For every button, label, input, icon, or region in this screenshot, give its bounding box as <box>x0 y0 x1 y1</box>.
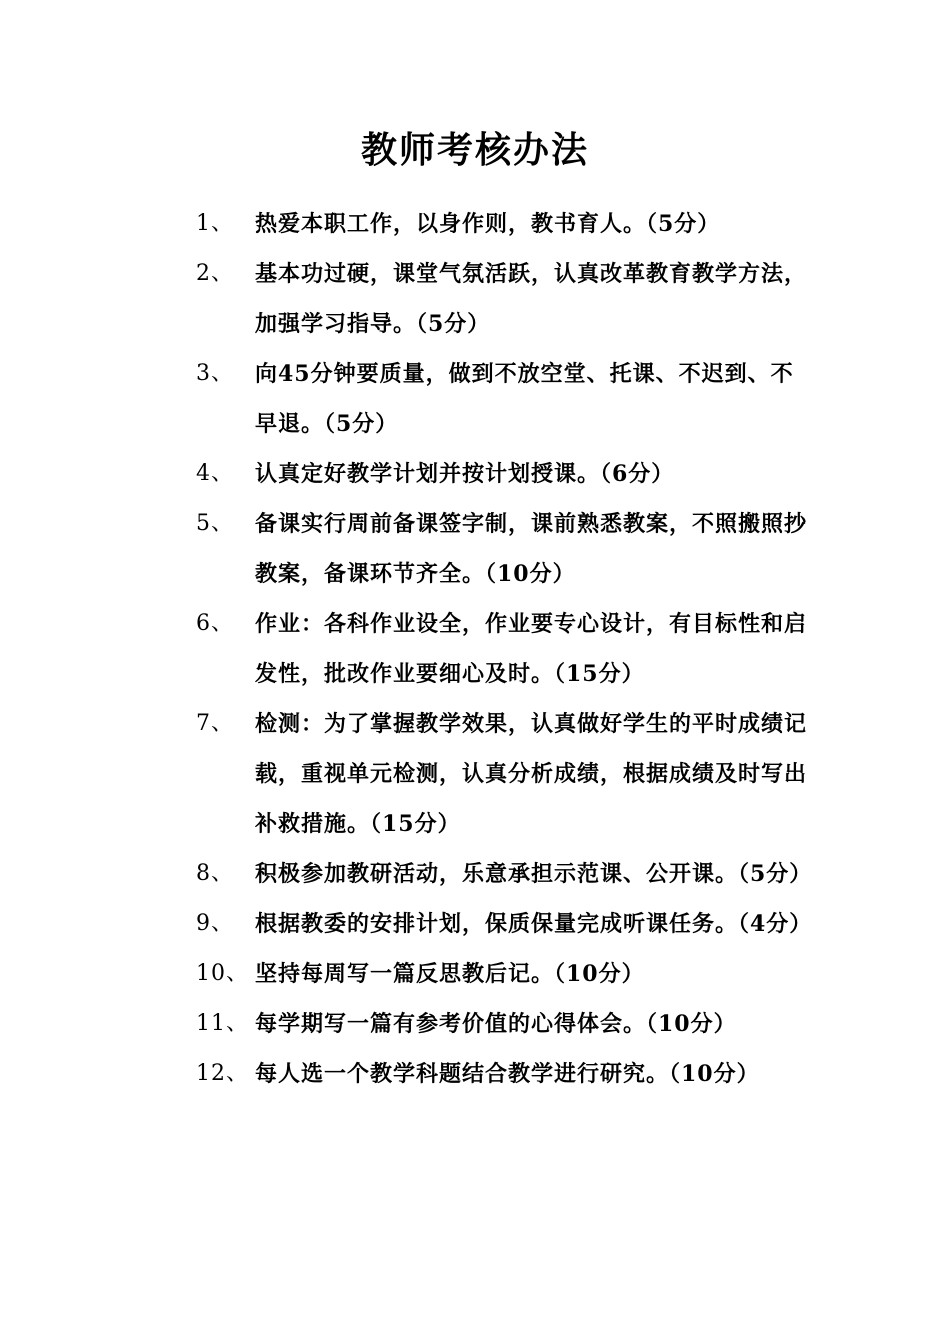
item-number: 12、 <box>196 1061 249 1086</box>
item-text: 积极参加教研活动，乐意承担示范课、公开课。（5分） <box>255 861 813 887</box>
item-number: 7、 <box>196 711 234 736</box>
item-text: 认真定好教学计划并按计划授课。（6分） <box>255 461 675 487</box>
list-item <box>196 1049 816 1099</box>
item-text: 检测：为了掌握教学效果，认真做好学生的平时成绩记载，重视单元检测，认真分析成绩，根据成绩及时写出补救措施。（15分） <box>255 711 808 837</box>
item-text: 基本功过硬，课堂气氛活跃，认真改革教育教学方法，加强学习指导。（5分） <box>255 261 808 337</box>
item-number: 11、 <box>196 1011 249 1036</box>
list-item <box>196 599 816 699</box>
item-number: 2、 <box>196 261 234 286</box>
item-text: 坚持每周写一篇反思教后记。（10分） <box>255 961 645 987</box>
list-item <box>196 349 816 449</box>
list-item <box>196 899 816 949</box>
item-text: 备课实行周前备课签字制，课前熟悉教案，不照搬照抄教案，备课环节齐全。（10分） <box>255 511 808 587</box>
assessment-list <box>196 199 816 1099</box>
item-text: 根据教委的安排计划，保质保量完成听课任务。（4分） <box>255 911 813 937</box>
item-text: 每学期写一篇有参考价值的心得体会。（10分） <box>255 1011 737 1037</box>
item-text: 每人选一个教学科题结合教学进行研究。（10分） <box>255 1061 760 1087</box>
list-item <box>196 449 816 499</box>
item-number: 4、 <box>196 461 234 486</box>
list-item <box>196 999 816 1049</box>
item-number: 8、 <box>196 861 234 886</box>
list-item <box>196 499 816 599</box>
list-item <box>196 949 816 999</box>
item-number: 3、 <box>196 361 234 386</box>
list-item <box>196 699 816 849</box>
item-number: 9、 <box>196 911 234 936</box>
list-item <box>196 249 816 349</box>
item-text: 作业：各科作业设全，作业要专心设计，有目标性和启发性，批改作业要细心及时。（15分） <box>255 611 808 687</box>
item-number: 1、 <box>196 211 234 236</box>
list-item <box>196 849 816 899</box>
document-title: 教师考核办法 <box>360 129 589 171</box>
item-number: 6、 <box>196 611 234 636</box>
item-text: 热爱本职工作，以身作则，教书育人。（5分） <box>255 211 721 237</box>
item-text: 向45分钟要质量，做到不放空堂、托课、不迟到、不早退。（5分） <box>255 361 794 437</box>
item-number: 10、 <box>196 961 249 986</box>
item-number: 5、 <box>196 511 234 536</box>
list-item <box>196 199 816 249</box>
